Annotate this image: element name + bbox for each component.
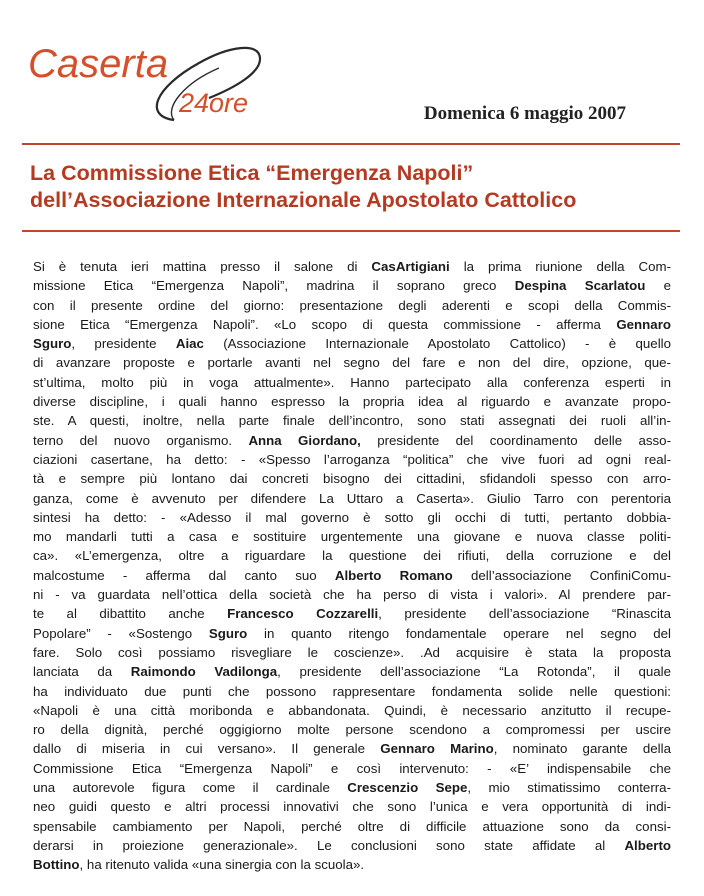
bold-name: Sguro — [208, 625, 248, 641]
article-line — [33, 334, 671, 353]
text-run: ha individuato due punti che possono rappresentare fondamenta solide nelle questioni: — [33, 683, 671, 699]
text-run: , ha ritenuto valida «una sinergia con la scuola». — [79, 857, 365, 873]
text-run: dell’associazione ConfiniComu- — [452, 567, 672, 583]
text-run: terno del nuovo organismo. — [33, 432, 249, 448]
article-line — [33, 604, 671, 623]
text-run: , presidente — [71, 336, 176, 352]
bold-name: CasArtigiani — [371, 259, 450, 274]
article-line — [33, 296, 671, 315]
text-run: mo mandarli tutti a casa e sostituire urgentemente una giovane e nuova classe politi- — [33, 529, 671, 545]
bold-name: Gennaro — [616, 316, 671, 332]
article-line — [33, 759, 671, 778]
bold-name: Aiac — [175, 336, 204, 352]
article-line — [33, 566, 671, 585]
article-line — [33, 855, 671, 874]
article-line — [33, 276, 671, 295]
text-run: (Associazione Internazionale Apostolato Cattolico) - è quello — [203, 336, 671, 352]
title-divider — [22, 230, 680, 232]
article-line — [33, 662, 671, 681]
article-title-line-1: La Commissione Etica “Emergenza Napoli” — [30, 161, 474, 185]
article-line — [33, 431, 671, 450]
text-run: la prima riunione della Com- — [449, 259, 671, 274]
text-run: , presidente dell’associazione “Rinascita — [378, 606, 671, 622]
text-run: lanciata da — [33, 664, 131, 680]
article-line — [33, 546, 671, 565]
article-line — [33, 508, 671, 527]
issue-date: Domenica 6 maggio 2007 — [423, 103, 626, 124]
logo-24ore-text: 24ore — [179, 88, 249, 118]
bold-name: Raimondo Vadilonga — [130, 664, 278, 680]
article-line — [33, 836, 671, 855]
top-divider — [22, 143, 680, 145]
text-run: presidente del coordinamento delle asso- — [360, 432, 671, 448]
bold-name: Alberto Romano — [334, 567, 453, 583]
text-run: ca». «L’emergenza, oltre a riguardare la questione dei rifiuti, della corruzione e del — [33, 548, 671, 564]
text-run: e — [645, 278, 671, 294]
bold-name: Crescenzio Sepe — [347, 780, 468, 796]
text-run: «Napoli è una città moribonda e abbandonata. Quindi, è necessario anzitutto il recupe- — [33, 702, 671, 718]
article-line — [33, 353, 671, 372]
bold-name: Francesco Cozzarelli — [227, 606, 379, 622]
text-run: , presidente dell’associazione “La Rotonda”, il quale — [277, 664, 671, 680]
article-line — [33, 739, 671, 758]
article-line — [33, 624, 671, 643]
text-run: Si è tenuta ieri mattina presso il salone di — [33, 259, 372, 274]
bold-name: Bottino — [33, 857, 80, 873]
bold-name: Sguro — [33, 336, 72, 352]
text-run: diverse discipline, i quali hanno espresso la propria idea al riguardo e avanzate propo- — [33, 394, 671, 410]
logo-caserta-text: Caserta — [28, 42, 169, 86]
article-line — [33, 527, 671, 546]
text-run: sintesi ha detto: - «Adesso il mal governo è sotto gli occhi di tutti, pertanto dobbia- — [33, 509, 671, 525]
text-run: ro della dignità, perché oggigiorno molte persone scendono a compromessi per uscire — [33, 722, 671, 738]
text-run: Commissione Etica “Emergenza Napoli” e così intervenuto: - «E’ indispensabile che — [33, 760, 671, 776]
text-run: con il presente ordine del giorno: presentazione degli aderenti e scopi della Commis- — [33, 297, 671, 313]
text-run: di avanzare proposte e portarle avanti nel segno del fare e non del dire, opzione, que- — [33, 355, 671, 371]
text-run: ciazioni casertane, ha detto: - «Spesso l’arroganza “politica” che vive fuori ad ogni real- — [33, 451, 671, 467]
text-run: spensabile cambiamento per Napoli, perché oltre di difficile attuazione sono da consi- — [33, 818, 671, 834]
article-line — [33, 392, 671, 411]
article-line — [33, 585, 671, 604]
article-line — [33, 701, 671, 720]
text-run: te al dibattito anche — [33, 606, 228, 622]
bold-name: Anna Giordano, — [248, 432, 361, 448]
text-run: , nominato garante della — [493, 741, 671, 757]
article-line — [33, 373, 671, 392]
bold-name: Alberto — [624, 837, 671, 853]
caserta24ore-logo — [24, 28, 294, 128]
text-run: dallo di miseria in cui versano». Il generale — [33, 741, 381, 757]
text-run: in quanto ritengo fondamentale operare nel segno del — [247, 625, 672, 641]
article-line — [33, 797, 671, 816]
article-line — [33, 682, 671, 701]
article-title-line-2: dell’Associazione Internazionale Apostolato Cattolico — [30, 188, 577, 212]
article-line — [33, 257, 671, 276]
article-body — [33, 257, 671, 875]
article-line — [33, 469, 671, 488]
text-run: neo guidi questo e altri processi innovativi che sono l’unica e vera opportunità di indi- — [33, 799, 671, 815]
text-run: fare. Solo così possiamo risvegliare le coscienze». .Ad acquisire è stata la proposta — [33, 644, 671, 660]
text-run: st’ultima, molto più in voga attualmente». Hanno partecipato alla conferenza esperti in — [33, 374, 671, 390]
article-line — [33, 489, 671, 508]
text-run: , mio stimatissimo conterra- — [467, 780, 672, 796]
text-run: missione Etica “Emergenza Napoli”, madrina il soprano greco — [33, 278, 515, 294]
text-run: Popolare” - «Sostengo — [33, 625, 209, 641]
text-run: derarsi in proiezione generazionale». Le conclusioni sono state affidate al — [33, 837, 625, 853]
text-run: ganza, come è avvenuto per difendere La Uttaro a Caserta». Giulio Tarro con perentoria — [33, 490, 671, 506]
article-title — [30, 160, 680, 214]
text-run: malcostume - afferma dal canto suo — [33, 567, 335, 583]
text-run: sione Etica “Emergenza Napoli”. «Lo scopo di questa commissione - afferma — [33, 316, 617, 332]
text-run: una autorevole figura come il cardinale — [33, 780, 348, 796]
bold-name: Gennaro Marino — [380, 741, 494, 757]
article-line — [33, 315, 671, 334]
article-line — [33, 778, 671, 797]
article-line — [33, 643, 671, 662]
text-run: ni - va guardata nell’ottica della società che ha perso di vista i valori». Al prendere par- — [33, 587, 671, 603]
article-line — [33, 817, 671, 836]
article-line — [33, 411, 671, 430]
text-run: tà e sempre più lontano dai concreti bisogno dei cittadini, sfidandoli spesso con arro- — [33, 471, 671, 487]
bold-name: Despina Scarlatou — [514, 278, 646, 294]
article-line — [33, 450, 671, 469]
text-run: ste. A questi, inoltre, nella parte finale dell’incontro, sono stati assegnati dei ruoli all’in- — [33, 413, 671, 429]
article-line — [33, 720, 671, 739]
